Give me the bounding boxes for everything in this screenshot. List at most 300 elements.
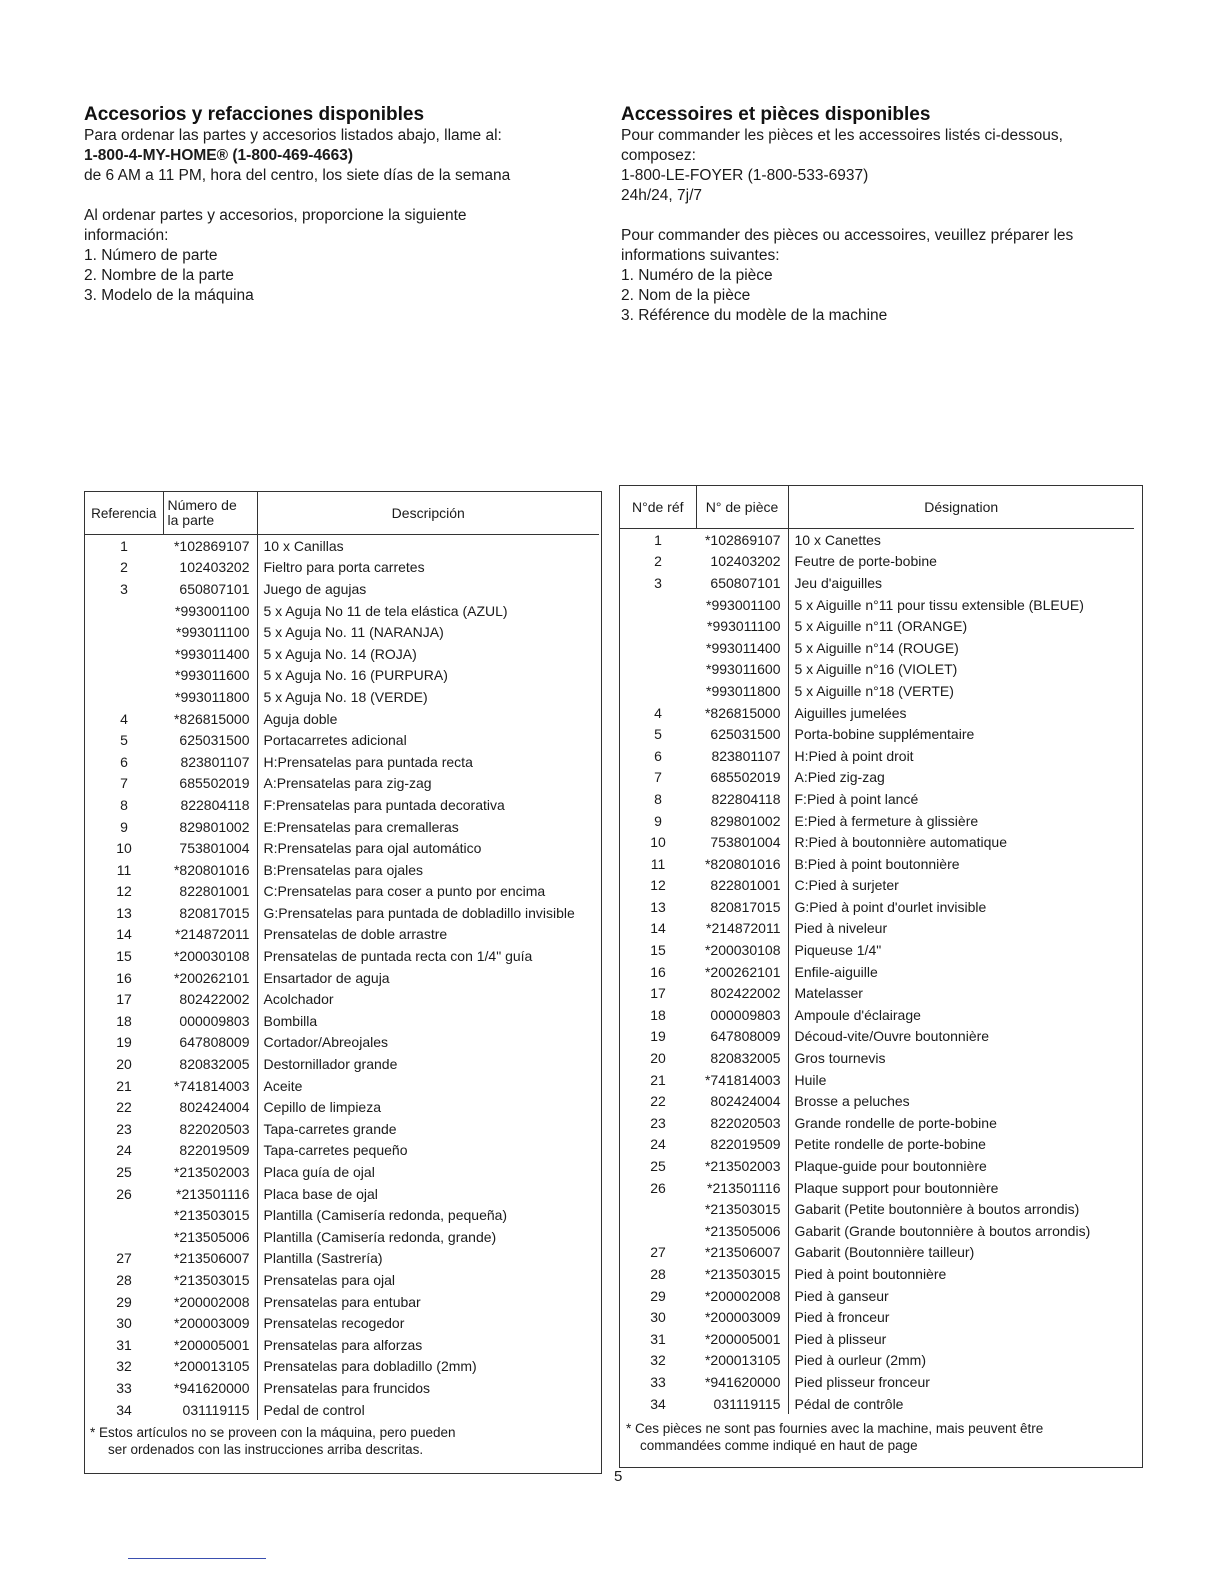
french-part-number-cell: *200002008 <box>696 1285 788 1307</box>
spanish-ref-cell: 17 <box>116 991 132 1008</box>
spanish-part-number-cell: *213506007 <box>163 1248 257 1270</box>
spanish-table-row <box>85 729 599 751</box>
french-part-number-cell: *213502003 <box>696 1155 788 1177</box>
spanish-table-row <box>85 816 599 838</box>
french-table-row <box>620 1026 1134 1048</box>
spanish-description-cell: 5 x Aguja No. 18 (VERDE) <box>263 688 428 705</box>
spanish-description-cell: Pedal de control <box>263 1401 365 1418</box>
french-ref-cell: 17 <box>650 985 666 1002</box>
spanish-table-row <box>85 859 599 881</box>
french-ref-cell: 21 <box>650 1071 666 1088</box>
spanish-part-number-cell: 102403202 <box>163 557 257 579</box>
french-description-cell: Ampoule d'éclairage <box>794 1006 921 1023</box>
spanish-description-cell: Aceite <box>263 1077 303 1094</box>
spanish-part-number-cell: 822801001 <box>163 881 257 903</box>
spanish-parts-table <box>85 492 599 1420</box>
spanish-description-cell: 10 x Canillas <box>263 537 344 554</box>
french-part-number-cell: *741814003 <box>696 1069 788 1091</box>
spanish-table-row <box>85 1248 599 1270</box>
spanish-info-intro: Al ordenar partes y accesorios, proporcione la siguiente <box>84 207 467 224</box>
spanish-ref-cell <box>85 1226 163 1248</box>
french-part-number-cell: *200262101 <box>696 961 788 983</box>
french-ref-cell <box>620 1220 696 1242</box>
french-ref-cell: 18 <box>650 1006 666 1023</box>
french-table-row <box>620 529 1134 551</box>
spanish-ref-cell: 19 <box>116 1034 132 1051</box>
french-table-row <box>620 702 1134 724</box>
spanish-part-number-cell: *993011800 <box>163 686 257 708</box>
french-description-cell: 5 x Aiguille n°11 pour tissu extensible (BLEUE) <box>794 596 1084 613</box>
spanish-description-cell: Portacarretes adicional <box>263 732 407 749</box>
french-table-row <box>620 1306 1134 1328</box>
french-ref-cell <box>620 659 696 681</box>
spanish-description-cell: Prensatelas para alforzas <box>263 1336 423 1353</box>
spanish-hours: de 6 AM a 11 PM, hora del centro, los siete días de la semana <box>84 167 511 184</box>
spanish-ref-cell: 27 <box>116 1250 132 1267</box>
french-table-row <box>620 572 1134 594</box>
spanish-footnote-line1: * Estos artículos no se proveen con la máquina, pero pueden <box>90 1425 456 1440</box>
french-ref-cell <box>620 680 696 702</box>
french-part-number-cell: 802422002 <box>696 982 788 1004</box>
french-part-number-cell: *213506007 <box>696 1242 788 1264</box>
spanish-table-row <box>85 794 599 816</box>
french-footnote-line1: * Ces pièces ne sont pas fournies avec la machine, mais peuvent être <box>626 1421 1044 1436</box>
french-table-row <box>620 767 1134 789</box>
spanish-part-number-cell: 823801107 <box>163 751 257 773</box>
french-table-row <box>620 831 1134 853</box>
french-table-row <box>620 615 1134 637</box>
spanish-info-item: 3. Modelo de la máquina <box>84 287 254 304</box>
french-header-part: N° de pièce <box>696 486 788 529</box>
french-header-ref: N°de réf <box>620 486 696 529</box>
french-table-row <box>620 1242 1134 1264</box>
french-part-number-cell: *993011100 <box>696 615 788 637</box>
french-part-number-cell: *200005001 <box>696 1328 788 1350</box>
footer-line <box>128 1558 266 1559</box>
spanish-description-cell: G:Prensatelas para puntada de dobladillo invisible <box>263 904 575 921</box>
french-ref-cell: 8 <box>654 790 662 807</box>
spanish-description-cell: Prensatelas para fruncidos <box>263 1379 431 1396</box>
spanish-description-cell: Juego de agujas <box>263 580 367 597</box>
spanish-table-row <box>85 1269 599 1291</box>
french-info-item: 3. Référence du modèle de la machine <box>621 307 888 324</box>
french-info-item: 2. Nom de la pièce <box>621 287 751 304</box>
french-table-row <box>620 939 1134 961</box>
spanish-ref-cell: 18 <box>116 1012 132 1029</box>
french-table-row <box>620 594 1134 616</box>
spanish-table-header <box>85 492 599 535</box>
spanish-table-row <box>85 837 599 859</box>
spanish-description-cell: Cepillo de limpieza <box>263 1099 382 1116</box>
spanish-footnote <box>90 1424 590 1458</box>
french-part-number-cell: 829801002 <box>696 810 788 832</box>
french-table-row <box>620 1090 1134 1112</box>
french-title: Accessoires et pièces disponibles <box>621 104 931 125</box>
spanish-ref-cell <box>85 643 163 665</box>
french-phone: 1-800-LE-FOYER (1-800-533-6937) <box>621 167 869 184</box>
french-ref-cell: 23 <box>650 1114 666 1131</box>
spanish-table-row <box>85 665 599 687</box>
spanish-description-cell: 5 x Aguja No. 14 (ROJA) <box>263 645 417 662</box>
spanish-part-number-cell: *200003009 <box>163 1312 257 1334</box>
french-ref-cell: 28 <box>650 1265 666 1282</box>
spanish-ref-cell: 5 <box>120 732 128 749</box>
french-table-row <box>620 875 1134 897</box>
spanish-description-cell: Acolchador <box>263 991 334 1008</box>
spanish-description-cell: Destornillador grande <box>263 1056 398 1073</box>
french-ref-cell <box>620 637 696 659</box>
french-part-number-cell: 822020503 <box>696 1112 788 1134</box>
french-part-number-cell: *820801016 <box>696 853 788 875</box>
french-description-cell: Grande rondelle de porte-bobine <box>794 1114 997 1131</box>
spanish-table-row <box>85 1399 599 1421</box>
french-table-row <box>620 1177 1134 1199</box>
french-ref-cell: 9 <box>654 812 662 829</box>
french-description-cell: Aiguilles jumelées <box>794 704 907 721</box>
french-description-cell: G:Pied à point d'ourlet invisible <box>794 898 987 915</box>
spanish-description-cell: 5 x Aguja No. 11 (NARANJA) <box>263 624 444 641</box>
spanish-part-number-cell: *200002008 <box>163 1291 257 1313</box>
french-description-cell: Découd-vite/Ouvre boutonnière <box>794 1028 990 1045</box>
spanish-part-number-cell: *741814003 <box>163 1075 257 1097</box>
french-ref-cell: 11 <box>650 855 666 872</box>
french-ref-cell: 13 <box>650 898 666 915</box>
french-part-number-cell: *213505006 <box>696 1220 788 1242</box>
spanish-table-row <box>85 1140 599 1162</box>
spanish-info-intro-2: información: <box>84 227 169 244</box>
spanish-ref-cell: 4 <box>120 710 128 727</box>
spanish-ref-cell: 20 <box>116 1056 132 1073</box>
spanish-part-number-cell: 685502019 <box>163 773 257 795</box>
spanish-ref-cell: 11 <box>116 861 132 878</box>
french-ref-cell <box>620 615 696 637</box>
french-table-row <box>620 1004 1134 1026</box>
french-ref-cell: 27 <box>650 1244 666 1261</box>
spanish-part-number-cell: 650807101 <box>163 578 257 600</box>
spanish-description-cell: Placa guía de ojal <box>263 1164 375 1181</box>
french-ref-cell: 4 <box>654 704 662 721</box>
spanish-ref-cell: 3 <box>120 580 128 597</box>
spanish-ref-cell: 9 <box>120 818 128 835</box>
spanish-description-cell: Cortador/Abreojales <box>263 1034 389 1051</box>
spanish-ref-cell: 14 <box>116 926 132 943</box>
spanish-table-row <box>85 945 599 967</box>
spanish-table-row <box>85 1356 599 1378</box>
spanish-part-number-cell: 822019509 <box>163 1140 257 1162</box>
spanish-table-row <box>85 600 599 622</box>
french-description-cell: Porta-bobine supplémentaire <box>794 726 975 743</box>
french-part-number-cell: 685502019 <box>696 767 788 789</box>
french-part-number-cell: *993011800 <box>696 680 788 702</box>
french-description-cell: Pied à plisseur <box>794 1330 887 1347</box>
spanish-ref-cell: 22 <box>116 1099 132 1116</box>
spanish-intro: Para ordenar las partes y accesorios listados abajo, llame al: <box>84 127 502 144</box>
french-description-cell: B:Pied à point boutonnière <box>794 855 960 872</box>
page-number: 5 <box>614 1468 623 1485</box>
french-table-row <box>620 1350 1134 1372</box>
spanish-table-row <box>85 1226 599 1248</box>
spanish-description-cell: E:Prensatelas para cremalleras <box>263 818 459 835</box>
french-table-row <box>620 1263 1134 1285</box>
spanish-table-row <box>85 924 599 946</box>
french-description-cell: Petite rondelle de porte-bobine <box>794 1136 986 1153</box>
french-description-cell: 5 x Aiguille n°11 (ORANGE) <box>794 618 968 635</box>
french-table-row <box>620 680 1134 702</box>
spanish-table-row <box>85 988 599 1010</box>
spanish-table-row <box>85 1161 599 1183</box>
french-ref-cell: 6 <box>654 747 662 764</box>
spanish-description-cell: Fieltro para porta carretes <box>263 559 425 576</box>
spanish-description-cell: Aguja doble <box>263 710 338 727</box>
french-table-row <box>620 896 1134 918</box>
spanish-table-row <box>85 751 599 773</box>
spanish-ref-cell: 13 <box>116 904 132 921</box>
french-description-cell: Pied à point boutonnière <box>794 1265 947 1282</box>
spanish-table-row <box>85 1096 599 1118</box>
spanish-description-cell: 5 x Aguja No 11 de tela elástica (AZUL) <box>263 602 508 619</box>
spanish-description-cell: Prensatelas de doble arrastre <box>263 926 448 943</box>
french-part-number-cell: *993011600 <box>696 659 788 681</box>
french-part-number-cell: 802424004 <box>696 1090 788 1112</box>
french-table-body <box>620 529 1134 1415</box>
spanish-table-row <box>85 1377 599 1399</box>
spanish-ref-cell: 32 <box>116 1358 132 1375</box>
spanish-header-ref: Referencia <box>85 492 163 535</box>
french-ref-cell: 30 <box>650 1309 666 1326</box>
french-ref-cell: 7 <box>654 769 662 786</box>
spanish-table-row <box>85 902 599 924</box>
spanish-table-row <box>85 1334 599 1356</box>
spanish-part-number-cell: *213502003 <box>163 1161 257 1183</box>
spanish-ref-cell: 24 <box>116 1142 132 1159</box>
french-description-cell: R:Pied à boutonnière automatique <box>794 834 1007 851</box>
spanish-part-number-cell: *213505006 <box>163 1226 257 1248</box>
spanish-table-row <box>85 557 599 579</box>
french-table-row <box>620 1328 1134 1350</box>
spanish-part-number-cell: 822804118 <box>163 794 257 816</box>
spanish-part-number-cell: *941620000 <box>163 1377 257 1399</box>
spanish-description-cell: Prensatelas de puntada recta con 1/4" guía <box>263 948 533 965</box>
french-ref-cell: 20 <box>650 1050 666 1067</box>
spanish-info-item: 2. Nombre de la parte <box>84 267 234 284</box>
french-description-cell: Gabarit (Boutonnière tailleur) <box>794 1244 975 1261</box>
french-description-cell: H:Pied à point droit <box>794 747 914 764</box>
spanish-ref-cell: 26 <box>116 1185 132 1202</box>
spanish-part-number-cell: 802424004 <box>163 1096 257 1118</box>
french-part-number-cell: 823801107 <box>696 745 788 767</box>
french-description-cell: Pied plisseur fronceur <box>794 1373 930 1390</box>
french-info-section <box>621 104 1161 326</box>
french-table-row <box>620 1112 1134 1134</box>
french-ref-cell <box>620 1198 696 1220</box>
spanish-ref-cell: 15 <box>116 948 132 965</box>
spanish-description-cell: A:Prensatelas para zig-zag <box>263 775 432 792</box>
french-table-row <box>620 788 1134 810</box>
french-ref-cell: 16 <box>650 963 666 980</box>
french-table-row <box>620 961 1134 983</box>
spanish-ref-cell <box>85 621 163 643</box>
spanish-part-number-cell: *214872011 <box>163 924 257 946</box>
spanish-description-cell: Prensatelas recogedor <box>263 1315 405 1332</box>
spanish-description-cell: Plantilla (Camisería redonda, grande) <box>263 1228 497 1245</box>
french-part-number-cell: *102869107 <box>696 529 788 551</box>
spanish-table-row <box>85 1010 599 1032</box>
french-info-intro: Pour commander des pièces ou accessoires, veuillez préparer les <box>621 227 1074 244</box>
french-ref-cell: 19 <box>650 1028 666 1045</box>
spanish-title: Accesorios y refacciones disponibles <box>84 104 425 125</box>
spanish-table-row <box>85 1183 599 1205</box>
spanish-info-item: 1. Número de parte <box>84 247 218 264</box>
french-header-desc: Désignation <box>788 486 1134 529</box>
spanish-table-row <box>85 1291 599 1313</box>
spanish-part-number-cell: *993011100 <box>163 621 257 643</box>
spanish-part-number-cell: *213503015 <box>163 1204 257 1226</box>
french-ref-cell: 26 <box>650 1179 666 1196</box>
french-table-row <box>620 745 1134 767</box>
spanish-ref-cell <box>85 665 163 687</box>
french-part-number-cell: *200030108 <box>696 939 788 961</box>
spanish-ref-cell <box>85 600 163 622</box>
spanish-table-row <box>85 881 599 903</box>
spanish-ref-cell <box>85 1204 163 1226</box>
french-info-intro-2: informations suivantes: <box>621 247 780 264</box>
spanish-part-number-cell: *102869107 <box>163 535 257 557</box>
spanish-ref-cell: 10 <box>116 840 132 857</box>
spanish-ref-cell: 12 <box>116 883 132 900</box>
french-description-cell: F:Pied à point lancé <box>794 790 919 807</box>
french-part-number-cell: 031119115 <box>696 1393 788 1415</box>
french-description-cell: E:Pied à fermeture à glissière <box>794 812 979 829</box>
spanish-description-cell: Prensatelas para dobladillo (2mm) <box>263 1358 477 1375</box>
french-ref-cell: 2 <box>654 553 662 570</box>
french-table-row <box>620 1220 1134 1242</box>
spanish-ref-cell <box>85 686 163 708</box>
french-description-cell: Huile <box>794 1071 827 1088</box>
spanish-table-row <box>85 1032 599 1054</box>
french-part-number-cell: *826815000 <box>696 702 788 724</box>
french-description-cell: Brosse a peluches <box>794 1093 910 1110</box>
french-table-row <box>620 1371 1134 1393</box>
french-description-cell: 5 x Aiguille n°16 (VIOLET) <box>794 661 958 678</box>
spanish-ref-cell: 31 <box>116 1336 132 1353</box>
spanish-table-body <box>85 535 599 1421</box>
spanish-part-number-cell: *200013105 <box>163 1356 257 1378</box>
french-table-row <box>620 1198 1134 1220</box>
spanish-ref-cell: 8 <box>120 796 128 813</box>
spanish-description-cell: Bombilla <box>263 1012 318 1029</box>
french-info-item: 1. Numéro de la pièce <box>621 267 773 284</box>
spanish-part-number-cell: 802422002 <box>163 988 257 1010</box>
spanish-part-number-cell: *993011400 <box>163 643 257 665</box>
spanish-table-row <box>85 967 599 989</box>
french-description-cell: Feutre de porte-bobine <box>794 553 937 570</box>
french-ref-cell: 15 <box>650 942 666 959</box>
french-part-number-cell: *993011400 <box>696 637 788 659</box>
spanish-part-number-cell: *213501116 <box>163 1183 257 1205</box>
french-part-number-cell: 102403202 <box>696 551 788 573</box>
spanish-ref-cell: 23 <box>116 1120 132 1137</box>
french-part-number-cell: *213503015 <box>696 1263 788 1285</box>
french-intro-2: composez: <box>621 147 696 164</box>
french-description-cell: Plaque support pour boutonnière <box>794 1179 999 1196</box>
spanish-part-number-cell: 000009803 <box>163 1010 257 1032</box>
french-description-cell: Matelasser <box>794 985 863 1002</box>
spanish-ref-cell: 25 <box>116 1164 132 1181</box>
french-ref-cell: 10 <box>650 834 666 851</box>
spanish-header-part-line2: la parte <box>167 512 215 528</box>
french-table-row <box>620 1155 1134 1177</box>
spanish-table-row <box>85 686 599 708</box>
spanish-description-cell: R:Prensatelas para ojal automático <box>263 840 482 857</box>
spanish-part-number-cell: *200262101 <box>163 967 257 989</box>
french-description-cell: Pédal de contrôle <box>794 1395 904 1412</box>
french-part-number-cell: 647808009 <box>696 1026 788 1048</box>
spanish-description-cell: Tapa-carretes grande <box>263 1120 397 1137</box>
french-hours: 24h/24, 7j/7 <box>621 187 703 204</box>
spanish-part-number-cell: *993001100 <box>163 600 257 622</box>
french-table-row <box>620 637 1134 659</box>
french-table-row <box>620 1047 1134 1069</box>
spanish-table-row <box>85 1118 599 1140</box>
french-ref-cell <box>620 594 696 616</box>
french-description-cell: 5 x Aiguille n°18 (VERTE) <box>794 682 954 699</box>
french-table-row <box>620 1285 1134 1307</box>
spanish-ref-cell: 7 <box>120 775 128 792</box>
spanish-description-cell: H:Prensatelas para puntada recta <box>263 753 473 770</box>
spanish-part-number-cell: 820832005 <box>163 1053 257 1075</box>
spanish-phone: 1-800-4-MY-HOME® (1-800-469-4663) <box>84 147 354 164</box>
french-part-number-cell: 650807101 <box>696 572 788 594</box>
french-description-cell: Jeu d'aiguilles <box>794 574 883 591</box>
spanish-table-row <box>85 621 599 643</box>
spanish-description-cell: B:Prensatelas para ojales <box>263 861 424 878</box>
french-ref-cell: 29 <box>650 1287 666 1304</box>
french-part-number-cell: 820832005 <box>696 1047 788 1069</box>
spanish-table-row <box>85 1053 599 1075</box>
spanish-part-number-cell: 829801002 <box>163 816 257 838</box>
french-part-number-cell: 000009803 <box>696 1004 788 1026</box>
french-ref-cell: 25 <box>650 1158 666 1175</box>
french-part-number-cell: *941620000 <box>696 1371 788 1393</box>
french-part-number-cell: 822804118 <box>696 788 788 810</box>
spanish-ref-cell: 28 <box>116 1271 132 1288</box>
spanish-description-cell: Plantilla (Camisería redonda, pequeña) <box>263 1207 508 1224</box>
spanish-table-row <box>85 535 599 557</box>
french-ref-cell: 24 <box>650 1136 666 1153</box>
french-intro: Pour commander les pièces et les accessoires listés ci-dessous, <box>621 127 1063 144</box>
spanish-ref-cell: 2 <box>120 559 128 576</box>
french-ref-cell: 1 <box>654 531 662 548</box>
french-table-row <box>620 1134 1134 1156</box>
french-part-number-cell: *213503015 <box>696 1198 788 1220</box>
french-part-number-cell: 753801004 <box>696 831 788 853</box>
french-table-row <box>620 1069 1134 1091</box>
french-description-cell: Pied à niveleur <box>794 920 888 937</box>
french-footnote <box>626 1420 1136 1454</box>
spanish-ref-cell: 21 <box>116 1077 132 1094</box>
spanish-ref-cell: 29 <box>116 1293 132 1310</box>
spanish-part-number-cell: *200005001 <box>163 1334 257 1356</box>
spanish-ref-cell: 30 <box>116 1315 132 1332</box>
spanish-table-row <box>85 643 599 665</box>
french-table-row <box>620 853 1134 875</box>
spanish-footnote-line2: ser ordenados con las instrucciones arriba descritas. <box>108 1442 424 1457</box>
french-description-cell: Pied à ourleur (2mm) <box>794 1352 926 1369</box>
french-part-number-cell: *200013105 <box>696 1350 788 1372</box>
spanish-part-number-cell: *993011600 <box>163 665 257 687</box>
spanish-part-number-cell: 753801004 <box>163 837 257 859</box>
spanish-table-row <box>85 578 599 600</box>
